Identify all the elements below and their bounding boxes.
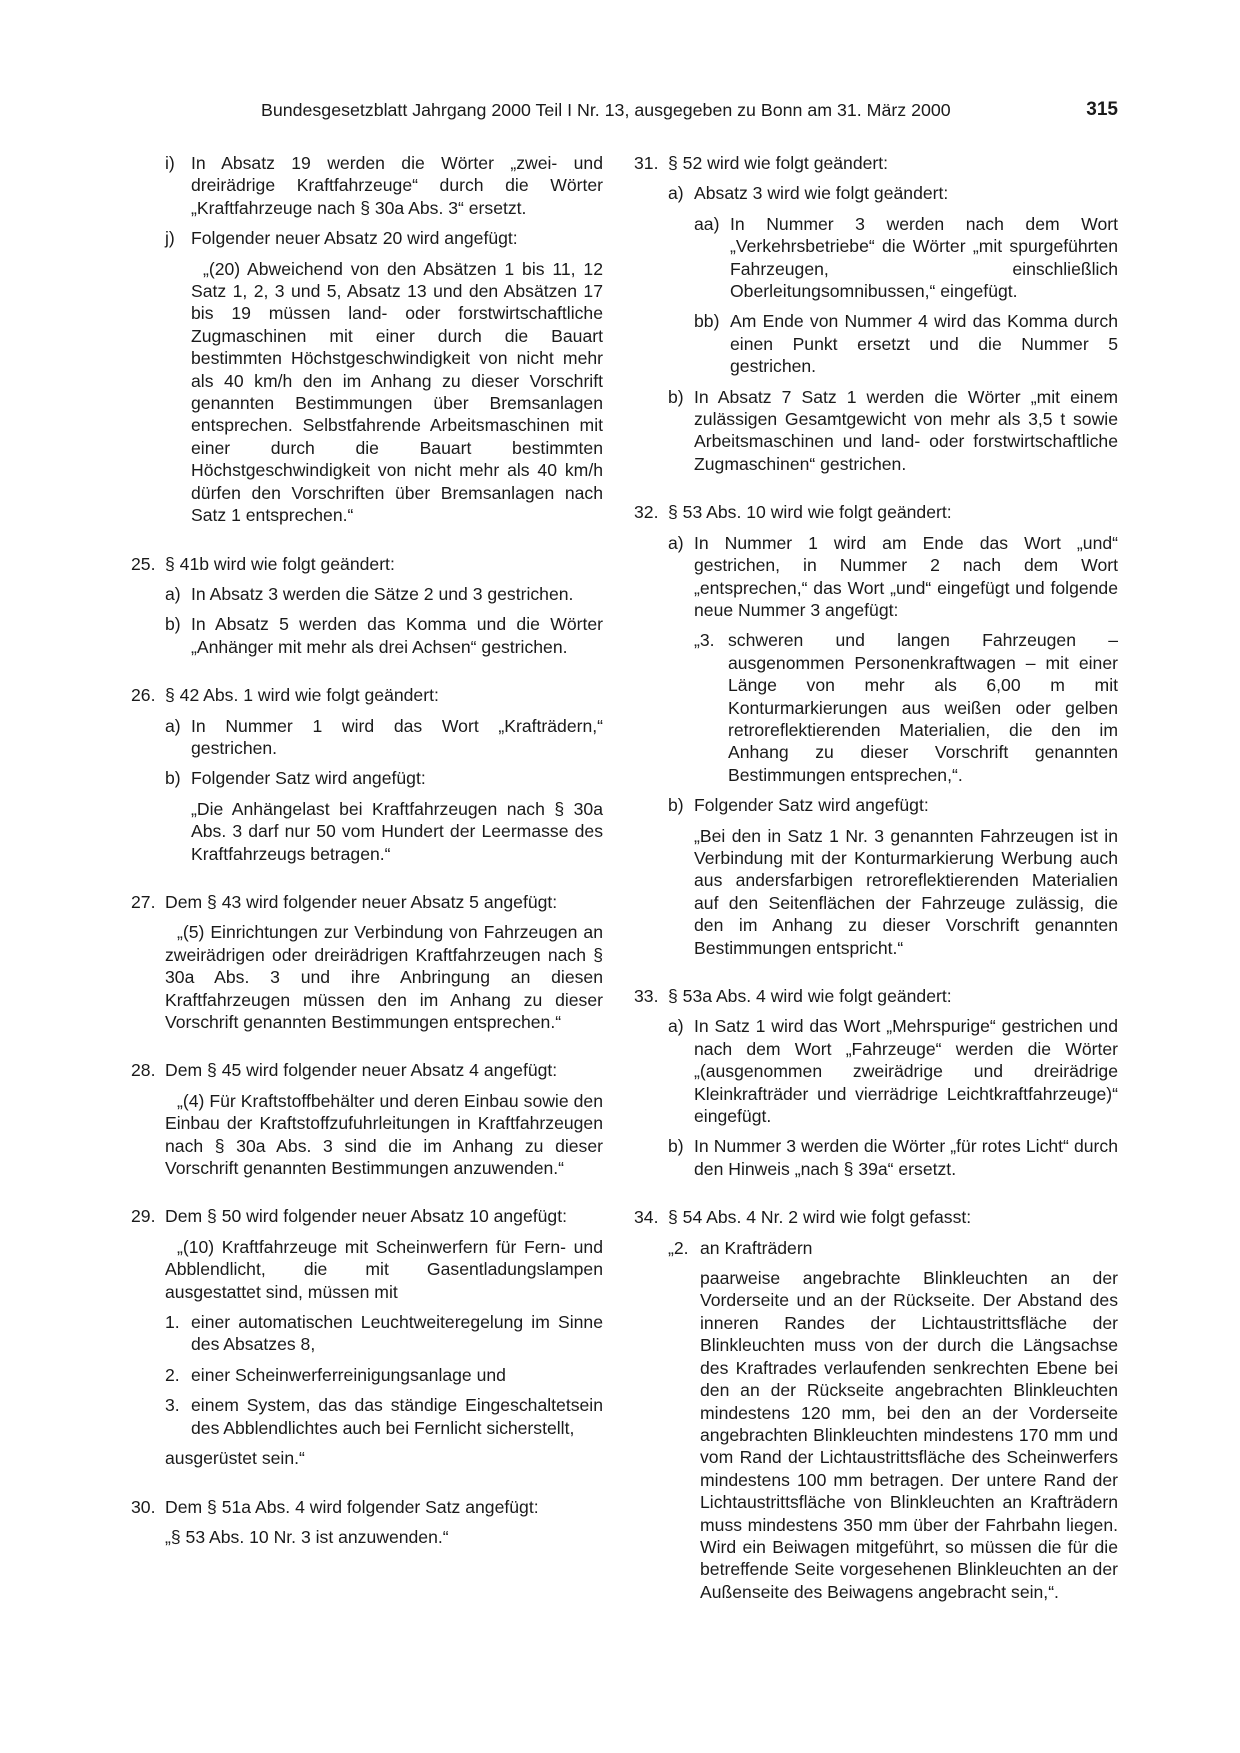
section-item: 29. Dem § 50 wird folgender neuer Absatz 10 angefügt: bbox=[131, 1206, 567, 1227]
quoted-text: „Bei den in Satz 1 Nr. 3 genannten Fahrzeugen ist in Verbindung mit der Konturmarkierung Werbung auch aus andersfarbigen retroreflektierenden Materialien auf den Seitenflächen der Fahrzeuge zulässig, die den im Anhang zu dieser Vorschrift genannten Bestimmungen entspricht.“ bbox=[694, 825, 1118, 958]
page-header bbox=[130, 99, 1118, 125]
list-item: b) In Absatz 5 werden das Komma und die Wörter „Anhänger mit mehr als drei Achsen“ gestrichen. bbox=[165, 614, 603, 657]
list-item: a) In Nummer 1 wird das Wort „Krafträdern,“ gestrichen. bbox=[165, 715, 603, 758]
quoted-text: „(10) Kraftfahrzeuge mit Scheinwerfern für Fern- und Abblendlicht, die mit Gasentladungslampen ausgestattet sind, müssen mit bbox=[165, 1236, 603, 1302]
list-item: b) In Nummer 3 werden die Wörter „für rotes Licht“ durch den Hinweis „nach § 39a“ ersetzt. bbox=[668, 1136, 1118, 1179]
quoted-text: „Die Anhängelast bei Kraftfahrzeugen nach § 30a Abs. 3 darf nur 50 vom Hundert der Leermasse des Kraftfahrzeugs betragen.“ bbox=[191, 798, 603, 864]
list-item: a) In Nummer 1 wird am Ende das Wort „und“ gestrichen, in Nummer 2 nach dem Wort „entsprechen,“ das Wort „und“ eingefügt und folgende neue Nummer 3 angefügt: bbox=[668, 532, 1118, 620]
list-item: j) Folgender neuer Absatz 20 wird angefügt: bbox=[165, 228, 518, 249]
section-item: 30. Dem § 51a Abs. 4 wird folgender Satz angefügt: bbox=[131, 1496, 539, 1517]
list-item: b) Folgender Satz wird angefügt: bbox=[668, 795, 929, 816]
left-column bbox=[131, 152, 603, 1548]
sub-list-item: bb) Am Ende von Nummer 4 wird das Komma durch einen Punkt ersetzt und die Nummer 5 gestrichen. bbox=[694, 311, 1118, 377]
replacement-text: paarweise angebrachte Blinkleuchten an der Vorderseite und an der Rückseite. Der Abstand des inneren Randes der Lichtaustrittsfläche der Blinkleuchten muss von der durch die Längsachse des Kraftrades verlaufenden senkrechten Ebene bei den an der Rückseite angebrachten Blinkleuchten mindestens 120 mm, bei den an der Vorderseite angebrachten Blinkleuchten mindestens 170 mm und vom Rand der Lichtaustrittsfläche des Scheinwerfers mindestens 100 mm betragen. Der untere Rand der Lichtaustrittsfläche von Blinkleuchten an Krafträdern muss mindestens 350 mm über der Fahrbahn liegen. Wird ein Beiwagen mitgeführt, so müssen die für die betreffende Seite vorgesehenen Blinkleuchten an der Außenseite des Beiwagens angebracht sein,“. bbox=[700, 1268, 1118, 1602]
list-item: i) In Absatz 19 werden die Wörter „zwei- und dreirädrige Kraftfahrzeuge“ durch die Wörter „Kraftfahrzeuge nach § 30a Abs. 3“ ersetzt. bbox=[165, 153, 603, 218]
section-item: 27. Dem § 43 wird folgender neuer Absatz 5 angefügt: bbox=[131, 891, 558, 912]
quoted-text: „(20) Abweichend von den Absätzen 1 bis 11, 12 Satz 1, 2, 3 und 5, Absatz 13 und den Absätzen 17 bis 19 müssen land- oder forstwirtschaftliche Zugmaschinen mit einer durch die Bauart bestimmten Höchstgeschwindigkeit von nicht mehr als 40 km/h den im Anhang zu dieser Vorschrift genannten Bestimmungen über Bremsanlagen entsprechen. Selbstfahrende Arbeitsmaschinen mit einer durch die Bauart bestimmten Höchstgeschwindigkeit von nicht mehr als 40 km/h dürfen den Vorschriften über Bremsanlagen nach Satz 1 entsprechen.“ bbox=[191, 258, 603, 526]
list-item: a) In Absatz 3 werden die Sätze 2 und 3 gestrichen. bbox=[165, 583, 574, 604]
list-item: b) In Absatz 7 Satz 1 werden die Wörter „mit einem zulässigen Gesamtgewicht von mehr als 3,5 t sowie Arbeitsmaschinen und land- oder forstwirtschaftliche Zugmaschinen“ gestrichen. bbox=[668, 386, 1118, 474]
list-item: 2. einer Scheinwerferreinigungsanlage und bbox=[165, 1364, 506, 1385]
list-item: a) Absatz 3 wird wie folgt geändert: bbox=[668, 183, 949, 204]
sub-list-item: aa) In Nummer 3 werden nach dem Wort „Verkehrsbetriebe“ die Wörter „mit spurgeführten Fahrzeugen, einschließlich Oberleitungsomnibussen,“ eingefügt. bbox=[694, 213, 1118, 302]
list-item: 1. einer automatischen Leuchtweiteregelung im Sinne des Absatzes 8, bbox=[165, 1312, 603, 1355]
section-item: 31. § 52 wird wie folgt geändert: bbox=[634, 153, 889, 173]
section-item: 28. Dem § 45 wird folgender neuer Absatz 4 angefügt: bbox=[131, 1060, 558, 1081]
quoted-text: „(4) Für Kraftstoffbehälter und deren Einbau sowie den Einbau der Kraftstoffzufuhrleitungen in Kraftfahrzeugen nach § 30a Abs. 3 sind die im Anhang zu dieser Vorschrift genannten Bestimmungen anzuwenden.“ bbox=[165, 1090, 603, 1179]
list-item: 3. einem System, das das ständige Eingeschaltetsein des Abblendlichtes auch bei Fernlicht sicherstellt, bbox=[165, 1395, 603, 1438]
section-item: 34. § 54 Abs. 4 Nr. 2 wird wie folgt gefasst: bbox=[634, 1207, 972, 1228]
right-column bbox=[634, 152, 1118, 1603]
list-item: b) Folgender Satz wird angefügt: bbox=[165, 768, 426, 789]
quoted-text: „§ 53 Abs. 10 Nr. 3 ist anzuwenden.“ bbox=[165, 1526, 449, 1547]
section-item: 25. § 41b wird wie folgt geändert: bbox=[131, 553, 395, 574]
list-item: „2. an Krafträdern bbox=[668, 1237, 813, 1258]
sub-list-item: „3. schweren und langen Fahrzeugen – ausgenommen Personenkraftwagen – mit einer Länge von mehr als 6,00 m mit Konturmarkierungen aus weißen oder gelben retroreflektierenden Materialien, die den im Anhang zu dieser Vorschrift genannten Bestimmungen entsprechen,“. bbox=[694, 630, 1118, 785]
running-title: Bundesgesetzblatt Jahrgang 2000 Teil I Nr. 13, ausgegeben zu Bonn am 31. März 2000 bbox=[261, 100, 951, 120]
closing-text: ausgerüstet sein.“ bbox=[165, 1448, 305, 1469]
section-item: 32. § 53 Abs. 10 wird wie folgt geändert: bbox=[634, 502, 952, 523]
page-number: 315 bbox=[1086, 99, 1118, 120]
quoted-text: „(5) Einrichtungen zur Verbindung von Fahrzeugen an zweirädrigen oder dreirädrigen Kraftfahrzeugen nach § 30a Abs. 3 und ihre Anbringung an diesen Kraftfahrzeugen müssen den im Anhang zu dieser Vorschrift genannten Bestimmungen entsprechen.“ bbox=[165, 922, 603, 1032]
section-item: 26. § 42 Abs. 1 wird wie folgt geändert: bbox=[131, 685, 439, 706]
list-item: a) In Satz 1 wird das Wort „Mehrspurige“ gestrichen und nach dem Wort „Fahrzeuge“ werden die Wörter „(ausgenommen zweirädrige und dreirädrige Kleinkrafträder und vierrädrige Leichtkraftfahrzeuge)“ eingefügt. bbox=[668, 1016, 1118, 1127]
section-item: 33. § 53a Abs. 4 wird wie folgt geändert: bbox=[634, 986, 952, 1006]
